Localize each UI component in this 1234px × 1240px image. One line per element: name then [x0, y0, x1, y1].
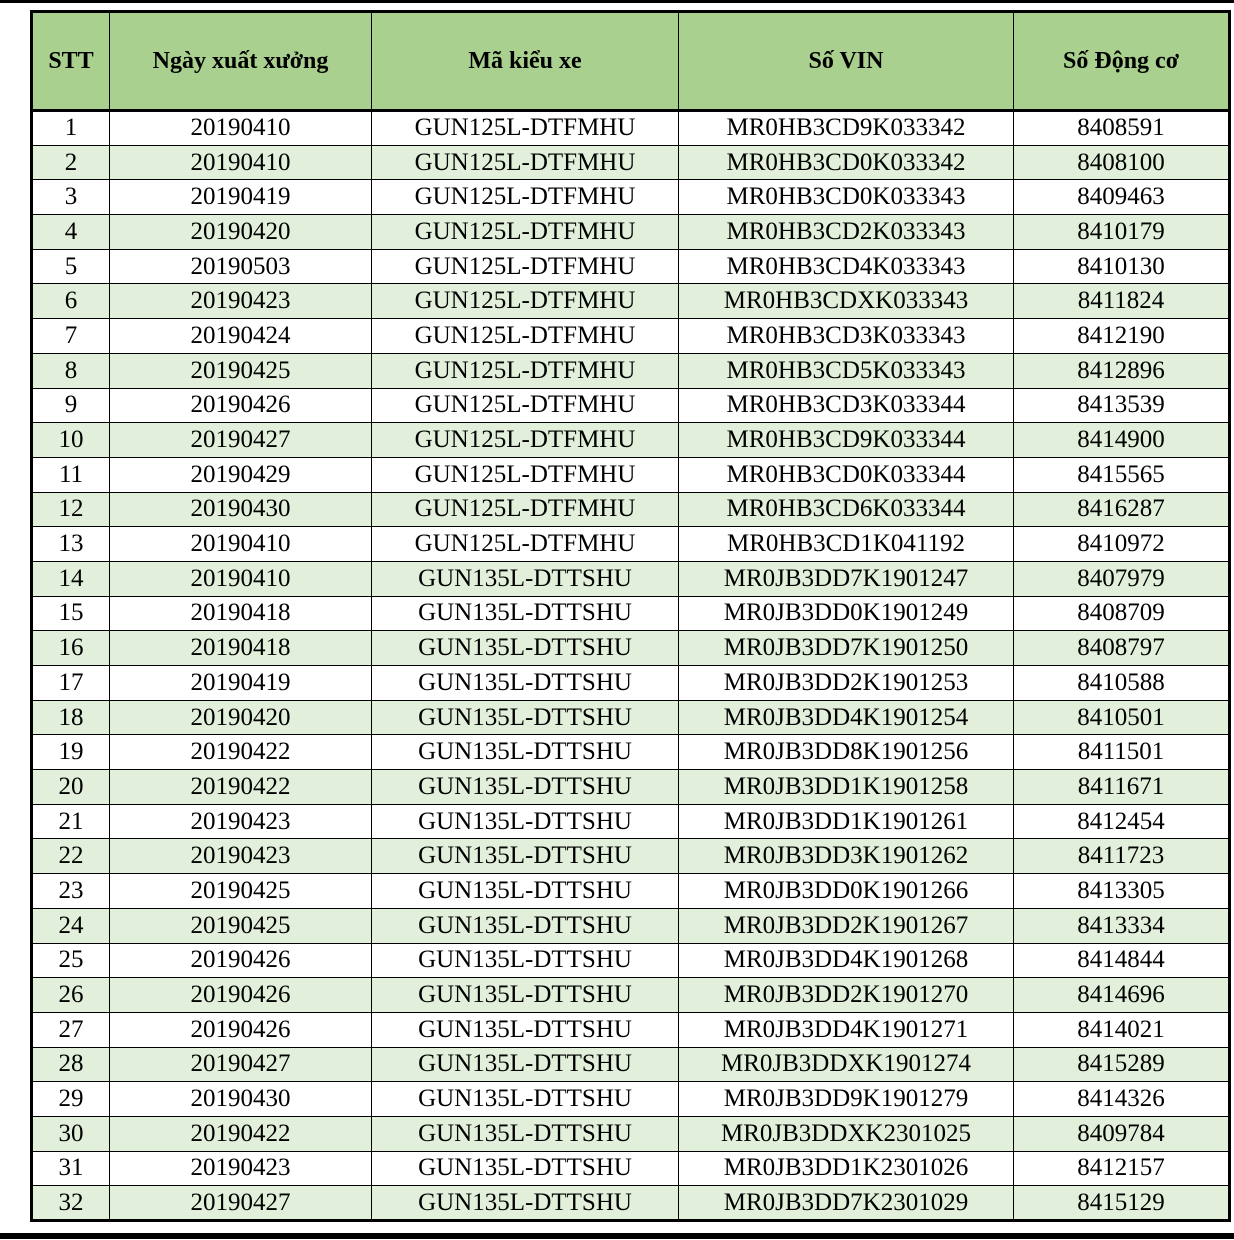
cell-stt: 24 — [32, 908, 110, 943]
cell-stt: 3 — [32, 180, 110, 215]
table-row — [32, 839, 1230, 874]
table-row — [32, 770, 1230, 805]
cell-date: 20190423 — [110, 284, 372, 319]
cell-stt: 15 — [32, 596, 110, 631]
cell-date: 20190410 — [110, 111, 372, 146]
cell-date: 20190423 — [110, 839, 372, 874]
cell-stt: 28 — [32, 1047, 110, 1082]
cell-model: GUN135L-DTTSHU — [372, 666, 679, 701]
cell-model: GUN135L-DTTSHU — [372, 804, 679, 839]
cell-model: GUN135L-DTTSHU — [372, 631, 679, 666]
cell-engine: 8412190 — [1014, 319, 1230, 354]
table-row — [32, 145, 1230, 180]
vehicle-manifest-table — [30, 10, 1231, 1222]
cell-stt: 18 — [32, 700, 110, 735]
cell-engine: 8415565 — [1014, 457, 1230, 492]
cell-model: GUN135L-DTTSHU — [372, 839, 679, 874]
cell-date: 20190503 — [110, 249, 372, 284]
cell-stt: 6 — [32, 284, 110, 319]
cell-date: 20190425 — [110, 908, 372, 943]
cell-date: 20190425 — [110, 353, 372, 388]
cell-stt: 32 — [32, 1186, 110, 1221]
cell-vin: MR0JB3DD9K1901279 — [679, 1082, 1014, 1117]
cell-model: GUN125L-DTFMHU — [372, 145, 679, 180]
table-row — [32, 457, 1230, 492]
cell-vin: MR0JB3DDXK1901274 — [679, 1047, 1014, 1082]
cell-date: 20190429 — [110, 457, 372, 492]
cell-engine: 8413305 — [1014, 874, 1230, 909]
page-top-rule — [0, 0, 1234, 3]
cell-stt: 12 — [32, 492, 110, 527]
cell-model: GUN125L-DTFMHU — [372, 215, 679, 250]
cell-engine: 8410588 — [1014, 666, 1230, 701]
cell-stt: 20 — [32, 770, 110, 805]
table-row — [32, 215, 1230, 250]
header-date: Ngày xuất xưởng — [110, 12, 372, 111]
cell-stt: 31 — [32, 1151, 110, 1186]
cell-date: 20190420 — [110, 700, 372, 735]
table-row — [32, 423, 1230, 458]
cell-vin: MR0HB3CD0K033344 — [679, 457, 1014, 492]
cell-date: 20190422 — [110, 735, 372, 770]
table-row — [32, 804, 1230, 839]
cell-model: GUN135L-DTTSHU — [372, 700, 679, 735]
cell-vin: MR0JB3DD0K1901249 — [679, 596, 1014, 631]
cell-model: GUN125L-DTFMHU — [372, 388, 679, 423]
cell-date: 20190422 — [110, 770, 372, 805]
cell-vin: MR0JB3DD7K1901247 — [679, 561, 1014, 596]
table-row — [32, 249, 1230, 284]
table-row — [32, 1012, 1230, 1047]
cell-engine: 8414844 — [1014, 943, 1230, 978]
table-row — [32, 943, 1230, 978]
table-row — [32, 631, 1230, 666]
cell-engine: 8410179 — [1014, 215, 1230, 250]
cell-date: 20190410 — [110, 145, 372, 180]
cell-stt: 22 — [32, 839, 110, 874]
cell-stt: 11 — [32, 457, 110, 492]
table-row — [32, 561, 1230, 596]
cell-model: GUN135L-DTTSHU — [372, 874, 679, 909]
cell-engine: 8415289 — [1014, 1047, 1230, 1082]
cell-model: GUN135L-DTTSHU — [372, 1012, 679, 1047]
table-row — [32, 527, 1230, 562]
page-bottom-rule — [0, 1233, 1234, 1239]
cell-stt: 10 — [32, 423, 110, 458]
cell-engine: 8414021 — [1014, 1012, 1230, 1047]
cell-engine: 8407979 — [1014, 561, 1230, 596]
cell-date: 20190426 — [110, 1012, 372, 1047]
cell-stt: 9 — [32, 388, 110, 423]
table-row — [32, 1186, 1230, 1221]
cell-engine: 8408100 — [1014, 145, 1230, 180]
cell-engine: 8411723 — [1014, 839, 1230, 874]
cell-stt: 29 — [32, 1082, 110, 1117]
cell-stt: 14 — [32, 561, 110, 596]
cell-vin: MR0JB3DD1K2301026 — [679, 1151, 1014, 1186]
cell-vin: MR0HB3CD4K033343 — [679, 249, 1014, 284]
cell-vin: MR0HB3CDXK033343 — [679, 284, 1014, 319]
cell-engine: 8414326 — [1014, 1082, 1230, 1117]
cell-engine: 8414696 — [1014, 978, 1230, 1013]
header-row — [32, 12, 1230, 111]
cell-model: GUN125L-DTFMHU — [372, 319, 679, 354]
cell-date: 20190418 — [110, 596, 372, 631]
cell-model: GUN135L-DTTSHU — [372, 978, 679, 1013]
cell-stt: 16 — [32, 631, 110, 666]
cell-stt: 30 — [32, 1116, 110, 1151]
cell-vin: MR0JB3DD2K1901270 — [679, 978, 1014, 1013]
cell-stt: 21 — [32, 804, 110, 839]
table-row — [32, 319, 1230, 354]
cell-date: 20190410 — [110, 527, 372, 562]
cell-date: 20190420 — [110, 215, 372, 250]
cell-vin: MR0HB3CD0K033342 — [679, 145, 1014, 180]
table-row — [32, 1082, 1230, 1117]
cell-stt: 27 — [32, 1012, 110, 1047]
cell-vin: MR0HB3CD0K033343 — [679, 180, 1014, 215]
cell-engine: 8408709 — [1014, 596, 1230, 631]
cell-engine: 8411671 — [1014, 770, 1230, 805]
header-model: Mã kiểu xe — [372, 12, 679, 111]
table-body — [32, 111, 1230, 1221]
cell-date: 20190427 — [110, 1186, 372, 1221]
cell-vin: MR0JB3DD1K1901258 — [679, 770, 1014, 805]
cell-engine: 8412454 — [1014, 804, 1230, 839]
cell-engine: 8412896 — [1014, 353, 1230, 388]
cell-model: GUN135L-DTTSHU — [372, 1082, 679, 1117]
cell-date: 20190422 — [110, 1116, 372, 1151]
table-row — [32, 353, 1230, 388]
cell-model: GUN125L-DTFMHU — [372, 457, 679, 492]
cell-stt: 17 — [32, 666, 110, 701]
cell-date: 20190418 — [110, 631, 372, 666]
cell-date: 20190419 — [110, 180, 372, 215]
cell-vin: MR0JB3DD4K1901254 — [679, 700, 1014, 735]
cell-stt: 8 — [32, 353, 110, 388]
cell-vin: MR0HB3CD9K033344 — [679, 423, 1014, 458]
cell-engine: 8411501 — [1014, 735, 1230, 770]
cell-stt: 7 — [32, 319, 110, 354]
cell-vin: MR0HB3CD1K041192 — [679, 527, 1014, 562]
cell-vin: MR0JB3DD8K1901256 — [679, 735, 1014, 770]
cell-engine: 8413539 — [1014, 388, 1230, 423]
cell-engine: 8415129 — [1014, 1186, 1230, 1221]
cell-date: 20190424 — [110, 319, 372, 354]
table-row — [32, 1116, 1230, 1151]
cell-date: 20190410 — [110, 561, 372, 596]
table-row — [32, 700, 1230, 735]
cell-stt: 13 — [32, 527, 110, 562]
cell-stt: 19 — [32, 735, 110, 770]
header-stt: STT — [32, 12, 110, 111]
cell-stt: 23 — [32, 874, 110, 909]
cell-stt: 25 — [32, 943, 110, 978]
cell-model: GUN125L-DTFMHU — [372, 249, 679, 284]
cell-date: 20190426 — [110, 943, 372, 978]
table-row — [32, 1047, 1230, 1082]
table-row — [32, 874, 1230, 909]
cell-model: GUN125L-DTFMHU — [372, 180, 679, 215]
cell-vin: MR0HB3CD5K033343 — [679, 353, 1014, 388]
cell-model: GUN135L-DTTSHU — [372, 1047, 679, 1082]
cell-model: GUN125L-DTFMHU — [372, 284, 679, 319]
cell-date: 20190430 — [110, 492, 372, 527]
cell-vin: MR0HB3CD6K033344 — [679, 492, 1014, 527]
cell-stt: 2 — [32, 145, 110, 180]
table-row — [32, 111, 1230, 146]
cell-engine: 8408591 — [1014, 111, 1230, 146]
table-row — [32, 596, 1230, 631]
table-row — [32, 284, 1230, 319]
cell-engine: 8412157 — [1014, 1151, 1230, 1186]
cell-vin: MR0JB3DD7K1901250 — [679, 631, 1014, 666]
cell-engine: 8413334 — [1014, 908, 1230, 943]
cell-date: 20190427 — [110, 1047, 372, 1082]
cell-model: GUN125L-DTFMHU — [372, 527, 679, 562]
cell-stt: 1 — [32, 111, 110, 146]
cell-model: GUN125L-DTFMHU — [372, 423, 679, 458]
cell-model: GUN135L-DTTSHU — [372, 1186, 679, 1221]
table-row — [32, 978, 1230, 1013]
table-row — [32, 735, 1230, 770]
cell-engine: 8408797 — [1014, 631, 1230, 666]
table-row — [32, 908, 1230, 943]
table-row — [32, 666, 1230, 701]
cell-date: 20190425 — [110, 874, 372, 909]
table-row — [32, 492, 1230, 527]
cell-model: GUN135L-DTTSHU — [372, 770, 679, 805]
cell-vin: MR0JB3DD4K1901271 — [679, 1012, 1014, 1047]
cell-model: GUN125L-DTFMHU — [372, 111, 679, 146]
cell-vin: MR0JB3DD7K2301029 — [679, 1186, 1014, 1221]
cell-model: GUN135L-DTTSHU — [372, 735, 679, 770]
cell-stt: 5 — [32, 249, 110, 284]
cell-date: 20190430 — [110, 1082, 372, 1117]
cell-engine: 8409784 — [1014, 1116, 1230, 1151]
cell-engine: 8416287 — [1014, 492, 1230, 527]
cell-model: GUN135L-DTTSHU — [372, 596, 679, 631]
cell-stt: 26 — [32, 978, 110, 1013]
cell-vin: MR0JB3DD2K1901253 — [679, 666, 1014, 701]
cell-model: GUN135L-DTTSHU — [372, 561, 679, 596]
table-row — [32, 1151, 1230, 1186]
cell-date: 20190426 — [110, 978, 372, 1013]
cell-model: GUN125L-DTFMHU — [372, 353, 679, 388]
cell-model: GUN135L-DTTSHU — [372, 908, 679, 943]
table-row — [32, 388, 1230, 423]
cell-engine: 8409463 — [1014, 180, 1230, 215]
cell-vin: MR0JB3DD2K1901267 — [679, 908, 1014, 943]
cell-stt: 4 — [32, 215, 110, 250]
cell-date: 20190423 — [110, 804, 372, 839]
cell-engine: 8410972 — [1014, 527, 1230, 562]
cell-vin: MR0HB3CD2K033343 — [679, 215, 1014, 250]
header-vin: Số VIN — [679, 12, 1014, 111]
header-engine: Số Động cơ — [1014, 12, 1230, 111]
cell-date: 20190426 — [110, 388, 372, 423]
cell-vin: MR0HB3CD3K033344 — [679, 388, 1014, 423]
cell-model: GUN135L-DTTSHU — [372, 1116, 679, 1151]
cell-vin: MR0JB3DD0K1901266 — [679, 874, 1014, 909]
cell-model: GUN135L-DTTSHU — [372, 943, 679, 978]
cell-vin: MR0HB3CD3K033343 — [679, 319, 1014, 354]
cell-engine: 8410501 — [1014, 700, 1230, 735]
cell-date: 20190419 — [110, 666, 372, 701]
cell-date: 20190423 — [110, 1151, 372, 1186]
cell-engine: 8410130 — [1014, 249, 1230, 284]
cell-model: GUN135L-DTTSHU — [372, 1151, 679, 1186]
cell-vin: MR0JB3DD4K1901268 — [679, 943, 1014, 978]
cell-engine: 8414900 — [1014, 423, 1230, 458]
cell-vin: MR0JB3DDXK2301025 — [679, 1116, 1014, 1151]
cell-model: GUN125L-DTFMHU — [372, 492, 679, 527]
cell-vin: MR0JB3DD3K1901262 — [679, 839, 1014, 874]
cell-engine: 8411824 — [1014, 284, 1230, 319]
cell-vin: MR0JB3DD1K1901261 — [679, 804, 1014, 839]
table-row — [32, 180, 1230, 215]
cell-date: 20190427 — [110, 423, 372, 458]
cell-vin: MR0HB3CD9K033342 — [679, 111, 1014, 146]
